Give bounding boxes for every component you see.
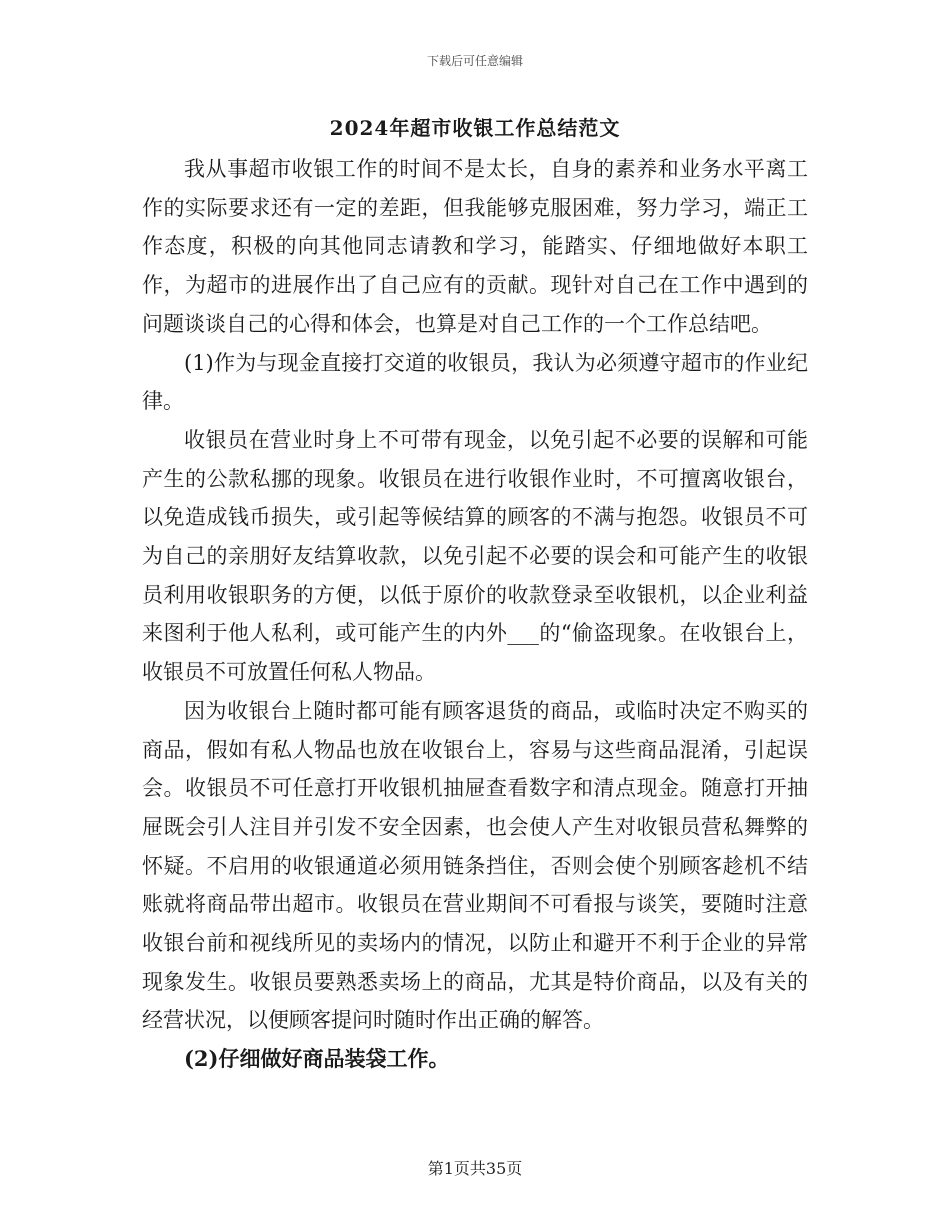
paragraph-section-2-heading: (2)仔细做好商品装袋工作。 (184, 1046, 450, 1072)
paragraph-cashier-counter: 因为收银台上随时都可能有顾客退货的商品，或临时决定不购买的商品，假如有私人物品也放在收银台上，容易与这些商品混淆，引起误会。收银员不可任意打开收银机抽屉查看数字和清点现金。随意打开抽屉既会引人注目并引发不安全因素，也会使人产生对收银员营私舞弊的怀疑。不启用的收银通道必须用链条挡住，否则会使个别顾客趁机不结账就将商品带出超市。收银员在营业期间不可看报与谈笑，要随时注意收银台前和视线所见的卖场内的情况，以防止和避开不利于企业的异常现象发生。收银员要熟悉卖场上的商品，尤其是特价商品，以及有关的经营状况，以便顾客提问时随时作出正确的解答。 (142, 698, 808, 1033)
page-footer: 第1页共35页 (427, 1159, 523, 1178)
paragraph-intro: 我从事超市收银工作的时间不是太长，自身的素养和业务水平离工作的实际要求还有一定的差距，但我能够克服困难，努力学习，端正工作态度，积极的向其他同志请教和学习，能踏实、仔细地做好本职工作，为超市的进展作出了自己应有的贡献。现针对自己在工作中遇到的问题谈谈自己的心得和体会，也算是对自己工作的一个工作总结吧。 (142, 157, 808, 336)
paragraph-section-1-heading: (1)作为与现金直接打交道的收银员，我认为必须遵守超市的作业纪律。 (142, 350, 808, 414)
header-note: 下载后可任意编辑 (426, 54, 523, 68)
document-body (142, 150, 808, 1079)
document-title: 2024年超市收银工作总结范文 (329, 116, 621, 140)
paragraph-cashier-rules: 收银员在营业时身上不可带有现金，以免引起不必要的误解和可能产生的公款私挪的现象。收银员在进行收银作业时，不可擅离收银台，以免造成钱币损失，或引起等候结算的顾客的不满与抱怨。收银员不可为自己的亲朋好友结算收款，以免引起不必要的误会和可能产生的收银员利用收银职务的方便，以低于原价的收款登录至收银机，以企业利益来图利于他人私利，或可能产生的内外___的“偷盗现象。在收银台上，收银员不可放置任何私人物品。 (142, 427, 808, 685)
